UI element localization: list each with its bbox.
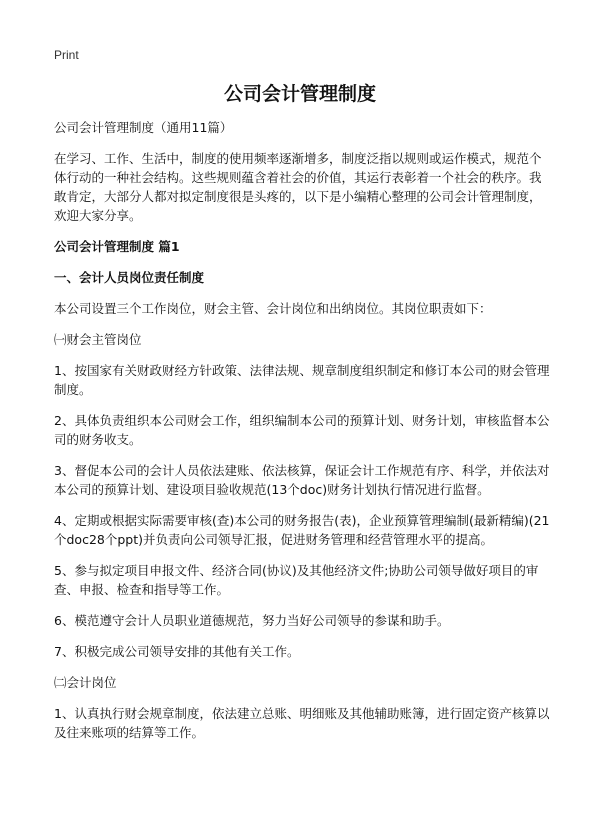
duty-item: 3、督促本公司的会计人员依法建账、依法核算，保证会计工作规范有序、科学，并依法对本公司的预算计划、建设项目验收规范(13个doc)财务计划执行情况进行监督。 [54, 463, 550, 497]
document-subtitle: 公司会计管理制度（通用11篇） [54, 120, 233, 135]
duty-item: 2、具体负责组织本公司财会工作，组织编制本公司的预算计划、财务计划，审核监督本公司的财务收支。 [54, 413, 550, 447]
duty-item: 7、积极完成公司领导安排的其他有关工作。 [54, 644, 300, 659]
duty-item: 1、按国家有关财政财经方针政策、法律法规、规章制度组织制定和修订本公司的财会管理制度。 [54, 363, 550, 397]
page-title: 公司会计管理制度 [223, 83, 376, 105]
duty-item: 1、认真执行财会规章制度，依法建立总账、明细账及其他辅助账簿，进行固定资产核算以及往来账项的结算等工作。 [54, 706, 550, 740]
duty-item: 4、定期或根据实际需要审核(查)本公司的财务报告(表)，企业预算管理编制(最新精编)(21个doc28个ppt)并负责向公司领导汇报，促进财务管理和经营管理水平的提高。 [54, 513, 550, 547]
chapter-intro: 本公司设置三个工作岗位，财会主管、会计岗位和出纳岗位。其岗位职责如下： [54, 301, 492, 316]
section-heading: 公司会计管理制度 篇1 [54, 239, 180, 254]
document-body [54, 118, 550, 754]
duty-item: 5、参与拟定项目申报文件、经济合同(协议)及其他经济文件;协助公司领导做好项目的审查、申报、检查和指导等工作。 [54, 563, 539, 597]
post-title-finance-supervisor: ㈠财会主管岗位 [54, 332, 142, 347]
post-title-accountant: ㈡会计岗位 [54, 675, 117, 690]
duty-item: 6、模范遵守会计人员职业道德规范，努力当好公司领导的参谋和助手。 [54, 613, 450, 628]
intro-paragraph: 在学习、工作、生活中，制度的使用频率逐渐增多，制度泛指以规则或运作模式，规范个体行动的一种社会结构。这些规则蕴含着社会的价值，其运行表彰着一个社会的秩序。我敢肯定，大部分人都对拟定制度很是头疼的，以下是小编精心整理的公司会计管理制度，欢迎大家分享。 [54, 151, 542, 223]
print-link[interactable]: Print [54, 48, 79, 62]
chapter-heading: 一、会计人员岗位责任制度 [54, 270, 205, 285]
